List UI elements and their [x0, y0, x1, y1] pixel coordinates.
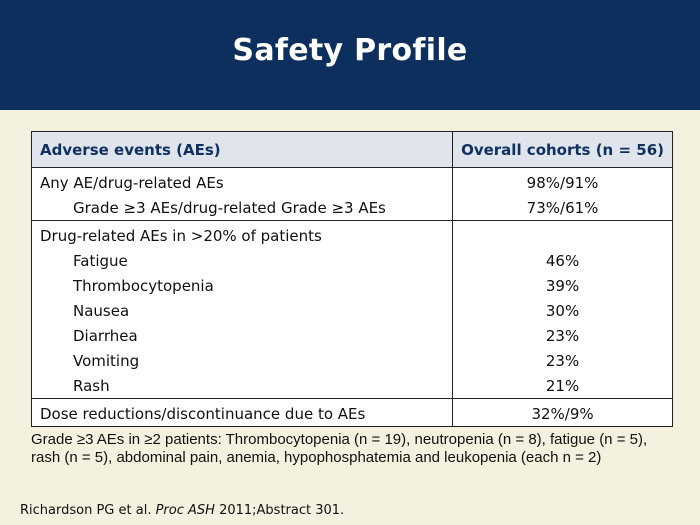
table-row — [32, 399, 672, 427]
row-label: Nausea — [32, 298, 453, 323]
row-value: 23% — [545, 351, 580, 370]
row-value: 73%/61% — [453, 195, 672, 221]
table-row — [32, 168, 672, 196]
table-row — [32, 323, 672, 348]
row-value-empty — [453, 221, 672, 249]
row-label: Thrombocytopenia — [32, 273, 453, 298]
table-header-row — [32, 132, 672, 168]
row-value: 46% — [545, 251, 580, 270]
row-value: 32%/9% — [531, 404, 594, 423]
safety-table — [31, 131, 673, 427]
row-value: 23% — [545, 326, 580, 345]
table-row — [32, 273, 672, 298]
group-heading: Drug-related AEs in >20% of patients — [32, 221, 453, 249]
row-label: Grade ≥3 AEs/drug-related Grade ≥3 AEs — [32, 195, 453, 221]
table-row — [32, 248, 672, 273]
row-value: 30% — [545, 301, 580, 320]
reference-citation — [20, 503, 344, 518]
page-title: Safety Profile — [232, 32, 468, 68]
row-label: Diarrhea — [32, 323, 453, 348]
row-value: 21% — [453, 373, 672, 399]
row-label: Vomiting — [32, 348, 453, 373]
row-label: Fatigue — [32, 248, 453, 273]
footnote: Grade ≥3 AEs in ≥2 patients: Thrombocytopenia (n = 19), neutropenia (n = 8), fatigue (n = 5), rash (n = 5), abdominal pain, anemia, hypophosphatemia and leukopenia (each n = 2) — [31, 431, 648, 466]
row-value: 39% — [545, 276, 580, 295]
row-label: Dose reductions/discontinuance due to AEs — [32, 399, 453, 427]
table-row — [32, 348, 672, 373]
row-label: Rash — [32, 373, 453, 399]
header-adverse-events: Adverse events (AEs) — [32, 132, 453, 168]
reference-journal: Proc ASH — [155, 503, 215, 518]
table-row — [32, 221, 672, 249]
title-banner — [0, 0, 700, 110]
row-label: Any AE/drug-related AEs — [32, 168, 453, 196]
table-row — [32, 298, 672, 323]
row-value: 98%/91% — [526, 173, 599, 192]
reference-details: 2011;Abstract 301. — [219, 503, 345, 518]
table-row — [32, 195, 672, 221]
header-overall-cohorts: Overall cohorts (n = 56) — [453, 132, 672, 168]
table-row — [32, 373, 672, 399]
reference-authors: Richardson PG et al. — [20, 503, 152, 518]
